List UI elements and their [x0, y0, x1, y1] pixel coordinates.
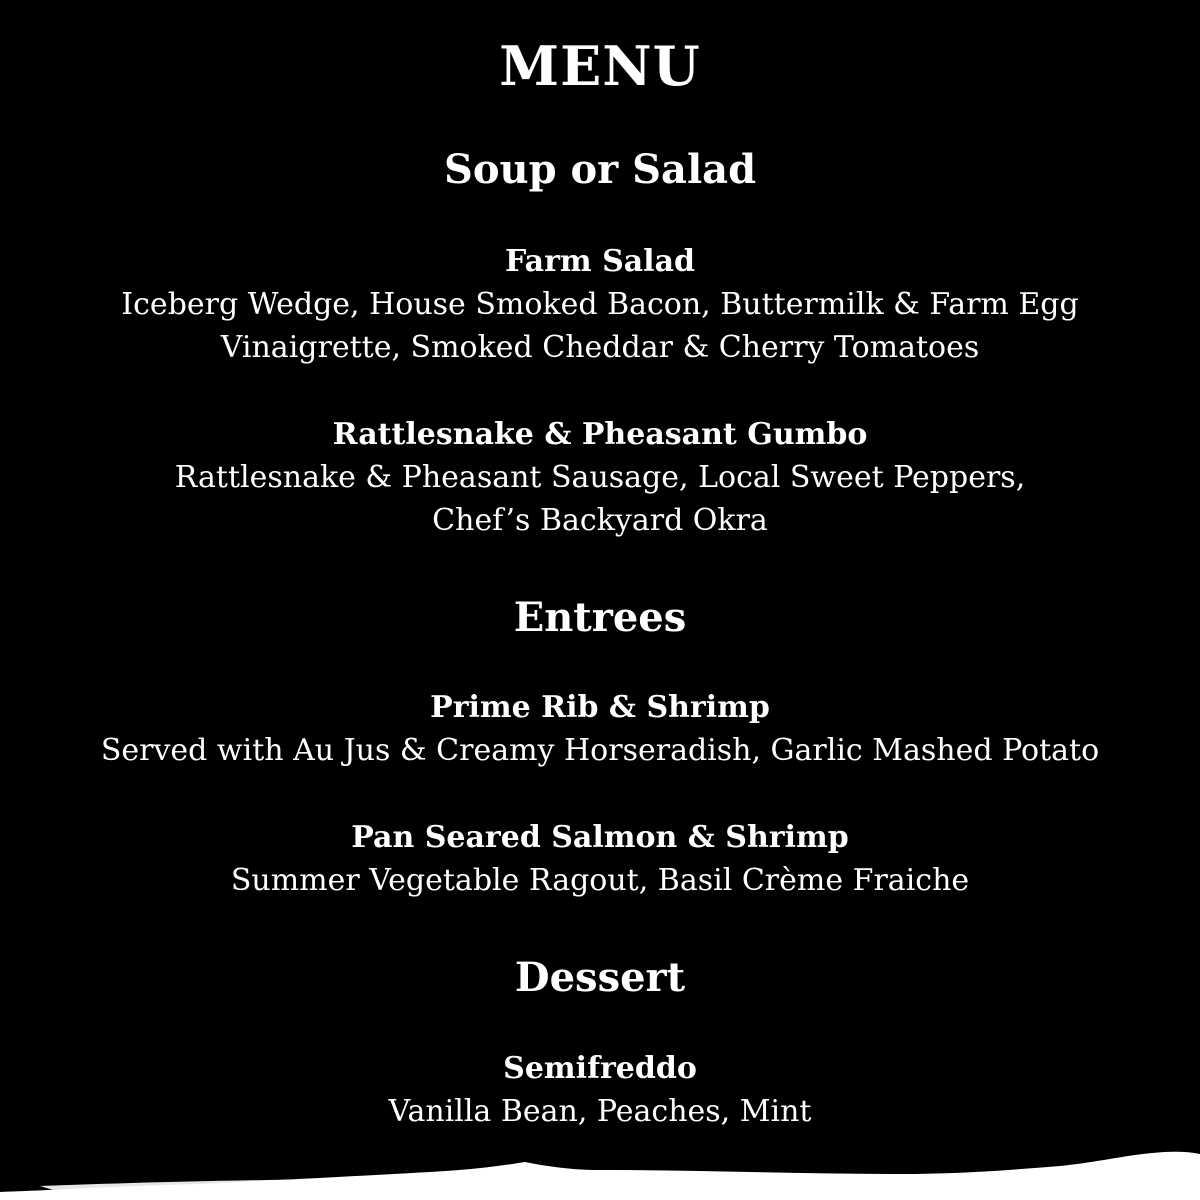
item-description-line: Vinaigrette, Smoked Cheddar & Cherry Tomatoes	[220, 330, 980, 365]
item-name: Semifreddo	[503, 1051, 697, 1086]
item-name: Farm Salad	[504, 244, 695, 279]
item-name: Pan Seared Salmon & Shrimp	[351, 820, 849, 855]
brush-stroke-decoration	[0, 1140, 1200, 1200]
section-title-dessert: Dessert	[514, 954, 686, 1001]
menu-item-pan-seared-salmon-shrimp	[0, 816, 1200, 902]
menu-item-prime-rib-shrimp	[0, 686, 1200, 772]
menu-item-rattlesnake-pheasant-gumbo	[0, 413, 1200, 542]
item-description-line: Served with Au Jus & Creamy Horseradish, Garlic Mashed Potato	[100, 733, 1100, 768]
item-description-line: Chef’s Backyard Okra	[432, 503, 768, 538]
menu-item-semifreddo	[0, 1047, 1200, 1133]
section-title-soup-or-salad: Soup or Salad	[443, 146, 757, 193]
item-description-line: Rattlesnake & Pheasant Sausage, Local Sweet Peppers,	[174, 460, 1026, 495]
item-description-line: Iceberg Wedge, House Smoked Bacon, Buttermilk & Farm Egg	[121, 287, 1079, 322]
item-description-line: Summer Vegetable Ragout, Basil Crème Fraiche	[230, 863, 970, 898]
menu-item-farm-salad	[0, 240, 1200, 369]
menu-title: MENU	[499, 34, 701, 98]
section-title-entrees: Entrees	[513, 594, 687, 641]
item-name: Rattlesnake & Pheasant Gumbo	[332, 417, 868, 452]
item-name: Prime Rib & Shrimp	[430, 690, 770, 725]
item-description-line: Vanilla Bean, Peaches, Mint	[388, 1094, 812, 1129]
